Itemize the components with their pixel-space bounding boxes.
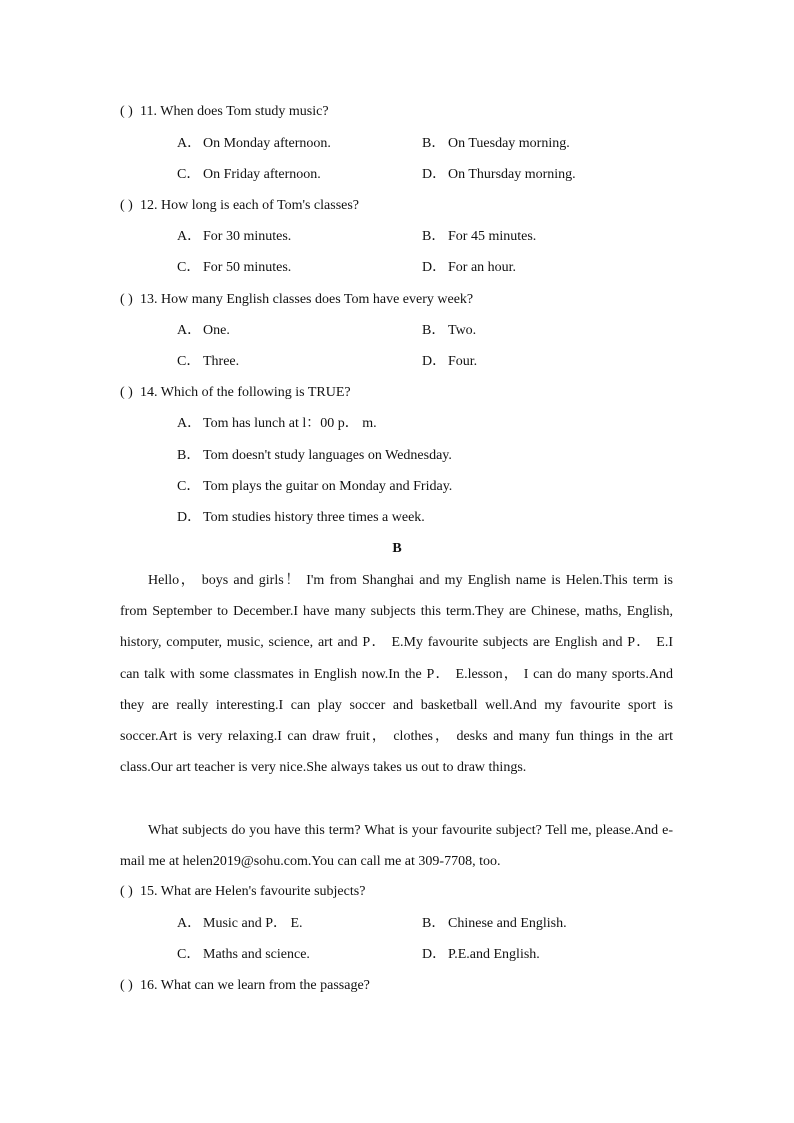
option-d: D． Tom studies history three times a week.: [177, 510, 425, 525]
answer-blank[interactable]: ( ): [120, 385, 133, 400]
option-c: C． Tom plays the guitar on Monday and Friday.: [177, 479, 453, 494]
option-a: A． One.: [177, 323, 230, 338]
option-b: B． Chinese and English.: [422, 916, 567, 931]
option-a: A． Tom has lunch at l：00 p． m.: [177, 416, 377, 431]
question-number: 14.: [140, 385, 158, 400]
passage-paragraph-2: What subjects do you have this term? What is your favourite subject? Tell me, please.And e-mail me at helen2019@sohu.com.You can call me at 309-7708, too.: [120, 823, 673, 870]
question-text: What can we learn from the passage?: [160, 978, 370, 993]
question-text: What are Helen's favourite subjects?: [160, 884, 366, 899]
option-c: C． Three.: [177, 354, 240, 369]
question-text: Which of the following is TRUE?: [160, 385, 351, 400]
question-text: How many English classes does Tom have every week?: [161, 292, 474, 307]
question-16: [120, 977, 370, 995]
question-12: [120, 197, 359, 215]
question-number: 11.: [140, 104, 157, 119]
option-a: A． Music and P． E.: [177, 916, 303, 931]
answer-blank[interactable]: ( ): [120, 884, 133, 899]
option-a: A． For 30 minutes.: [177, 229, 292, 244]
option-b: B． For 45 minutes.: [422, 229, 537, 244]
option-c: C． Maths and science.: [177, 947, 310, 962]
option-c: C． On Friday afternoon.: [177, 167, 321, 182]
question-text: How long is each of Tom's classes?: [161, 198, 360, 213]
answer-blank[interactable]: ( ): [120, 198, 133, 213]
question-number: 12.: [140, 198, 158, 213]
question-number: 16.: [140, 978, 158, 993]
question-11: [120, 103, 329, 121]
answer-blank[interactable]: ( ): [120, 292, 133, 307]
option-a: A． On Monday afternoon.: [177, 136, 331, 151]
passage-paragraph-1: Hello， boys and girls！ I'm from Shanghai and my English name is Helen.This term is from September to December.I have many subjects this term.They are Chinese, maths, English, history, computer, music, science, art and P． E.My favourite subjects are English and P． E.I can talk with some classmates in English now.In the P． E.lesson， I can do many sports.And they are really interesting.I can play soccer and basketball well.And my favourite sport is soccer.Art is very relaxing.I can draw fruit， clothes， desks and many fun things in the art class.Our art teacher is very nice.She always takes us out to draw things.: [120, 573, 673, 776]
question-number: 15.: [140, 884, 158, 899]
option-d: D． For an hour.: [422, 260, 517, 275]
option-b: B． Tom doesn't study languages on Wednesday.: [177, 448, 452, 463]
option-c: C． For 50 minutes.: [177, 260, 292, 275]
answer-blank[interactable]: ( ): [120, 978, 133, 993]
question-13: [120, 291, 473, 309]
question-14: [120, 384, 351, 402]
option-b: B． On Tuesday morning.: [422, 136, 570, 151]
answer-blank[interactable]: ( ): [120, 104, 133, 119]
option-d: D． On Thursday morning.: [422, 167, 576, 182]
option-b: B． Two.: [422, 323, 477, 338]
question-text: When does Tom study music?: [160, 104, 329, 119]
option-d: D． Four.: [422, 354, 478, 369]
option-d: D． P.E.and English.: [422, 947, 540, 962]
question-number: 13.: [140, 292, 158, 307]
section-title: B: [392, 541, 402, 556]
question-15: [120, 883, 365, 901]
